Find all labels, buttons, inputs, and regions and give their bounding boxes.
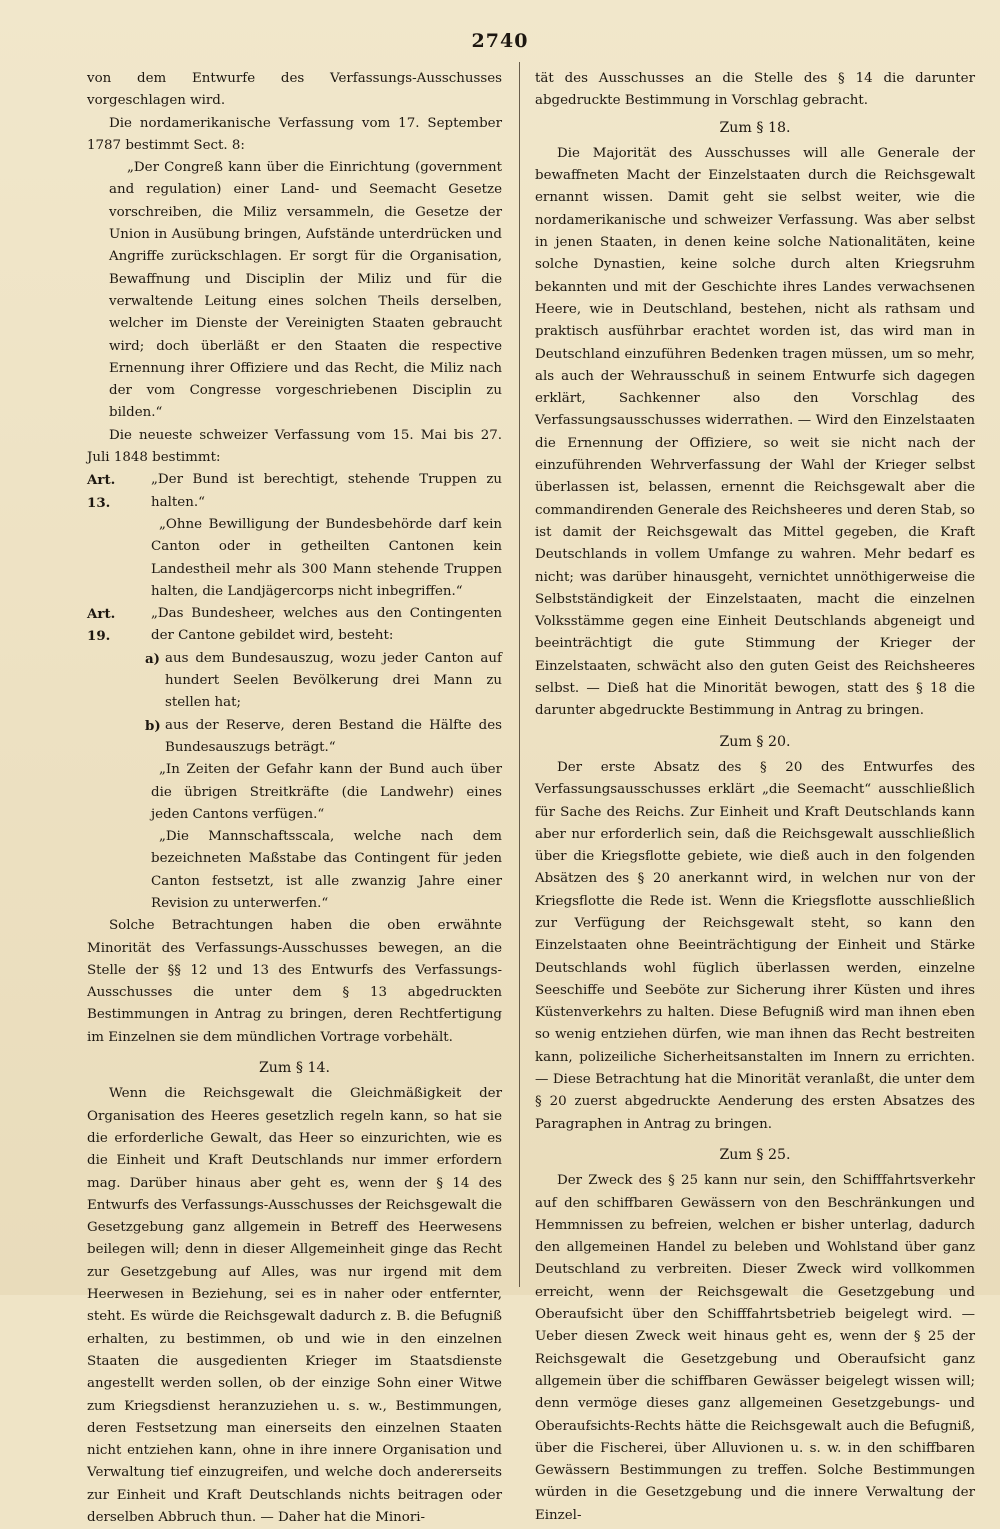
paragraph: Der Zweck des § 25 kann nur sein, den Schifffahrtsverkehr auf den schiffbaren Gewässern von den Beschränkungen und Hemmnissen zu befreien, welchen er bisher unterlag, dadurch den allgemeinen Handel zu beleben und Wohlstand über ganz Deutschland zu verbreiten. Dieser Zweck wird vollkommen erreicht, wenn der Reichsgewalt die Gesetzgebung und Oberaufsicht über den Schifffahrtsbetrieb beigelegt wird. — Ueber diesen Zweck weit hinaus geht es, wenn der § 25 der Reichsgewalt die Gesetzgebung und Oberaufsicht ganz allgemein über die schiffbaren Gewässer beigelegt wissen will; denn vermöge dieses ganz allgemeinen Gesetzgebungs- und Oberaufsichts-Rechts hätte die Reichsgewalt auch die Befugniß, über die Fischerei, über Alluvionen u. s. w. in den schiffbaren Gewässern Bestimmungen zu treffen. Solche Bestimmungen würden in die Gesetzgebung und die innere Verwaltung der Einzel- xyxy=(535,1173,975,1523)
paragraph: Die neueste schweizer Verfassung vom 15. Mai bis 27. Juli 1848 bestimmt: xyxy=(87,427,502,466)
article-label: Art. 13. xyxy=(87,472,116,511)
item-label: b) xyxy=(145,717,161,734)
paragraph: Der erste Absatz des § 20 des Entwurfes des Verfassungsausschusses erklärt „die Seemacht“ ausschließlich für Sache des Reichs. Zur Einheit und Kraft Deutschlands kann aber nur erforderlich sein, daß die Reichsgewalt ausschließlich über die Kriegsflotte gebiete, wie dieß auch in den folgenden Absätzen des § 20 anerkannt wird, in welchen nur von der Kriegsflotte die Rede ist. Wenn die Kriegsflotte ausschließlich zur Verfügung der Reichsgewalt steht, so kann den Einzelstaaten ohne Beeinträchtigung der Einheit und Stärke Deutschlands wohl füglich überlassen werden, einzelne Seeschiffe und Seeböte zur Sicherung ihrer Küsten und ihres Küstenverkehrs zu halten. Diese Befugniß wird man ihnen eben so wenig entziehen dürfen, wie man ihnen das Recht bestreiten kann, polizeiliche Sicherheitsanstalten im Innern zu errichten. — Diese Betrachtung hat die Minorität veranlaßt, die unter dem § 20 zuerst abgedruckte Aenderung des ersten Absatzes des Paragraphen in Antrag zu bringen. xyxy=(535,759,975,1132)
paragraph: Die nordamerikanische Verfassung vom 17. September 1787 bestimmt Sect. 8: xyxy=(87,115,502,153)
page-number: 2740 xyxy=(471,30,529,52)
paragraph: Solche Betrachtungen haben die oben erwähnte Minorität des Verfassungs-Ausschusses bewegen, an die Stelle der §§ 12 und 13 des Entwurfs des Verfassungs-Ausschusses die unter dem § 13 abgedruckten Bestimmungen in Antrag zu bringen, deren Rechtfertigung im Einzelnen sie dem mündlichen Vortrage vorbehält. xyxy=(87,918,502,1045)
item-label: a) xyxy=(145,650,161,667)
item-text: aus dem Bundesauszug, wozu jeder Canton auf hundert Seelen Bevölkerung drei Mann zu stellen hat; xyxy=(165,650,502,711)
section-heading: Zum § 25. xyxy=(719,1146,791,1163)
paragraph: Die Majorität des Ausschusses will alle Generale der bewaffneten Macht der Einzelstaaten durch die Reichsgewalt ernannt wissen. Damit geht sie selbst weiter, wie die nordamerikanische und schweizer Verfassung. Was aber selbst in jenen Staaten, in denen keine solche Nationalitäten, keine solche Dynastien, keine solche durch alten Kriegsruhm bekannten und mit der Geschichte ihres Landes verwachsenen Heere, wie in Deutschland, bestehen, nicht als rathsam und praktisch ausführbar erachtet worden ist, das wird man in Deutschland einzuführen Bedenken tragen müssen, um so mehr, als auch der Wehrausschuß in seinem Entwurfe sich dagegen erklärt, Sachkenner also den Vorschlag des Verfassungsausschusses widerrathen. — Wird den Einzelstaaten die Ernennung der Offiziere, so weit sie nicht nach der einzuführenden Wehrverfassung der Wahl der Krieger selbst überlassen ist, belassen, ernennt die Reichsgewalt aber die commandirenden Generale des Reichsheeres und deren Stab, so ist damit der Reichsgewalt das Mittel gegeben, die Kraft Deutschlands in vollem Umfange zu wahren. Mehr bedarf es nicht; was darüber hinausgeht, vernichtet unnöthigerweise die Selbstständigkeit der Einzelstaaten, macht die einzelnen Volksstämme gegen eine Einheit Deutschlands abgeneigt und beeinträchtigt die gute Stimmung der Krieger der Einzelstaaten, schwächt also den guten Geist des Reichsheeres selbst. — Dieß hat die Minorität bewogen, statt des § 18 die darunter abgedruckte Bestimmung in Antrag zu bringen. xyxy=(535,145,975,719)
article-text: „Das Bundesheer, welches aus den Contingenten der Cantone gebildet wird, besteht: xyxy=(151,606,502,644)
section-heading: Zum § 20. xyxy=(719,733,791,750)
right-column xyxy=(535,68,975,1523)
left-column xyxy=(87,68,502,1525)
section-heading: Zum § 14. xyxy=(258,1060,331,1077)
article-item-b xyxy=(87,715,502,760)
paragraph: tät des Ausschusses an die Stelle des § 14 die darunter abgedruckte Bestimmung in Vorschlag gebracht. xyxy=(535,71,975,109)
section-heading: Zum § 18. xyxy=(719,119,791,136)
article-continuation: „In Zeiten der Gefahr kann der Bund auch über die übrigen Streitkräfte (die Landwehr) eines jeden Cantons verfügen.“ xyxy=(151,762,502,822)
item-text: aus der Reserve, deren Bestand die Hälfte des Bundesauszugs beträgt.“ xyxy=(165,717,502,755)
article-13 xyxy=(87,469,502,514)
article-label: Art. 19. xyxy=(87,606,116,645)
article-19 xyxy=(87,603,502,648)
article-text: „Der Bund ist berechtigt, stehende Truppen zu halten.“ xyxy=(151,472,502,510)
column-divider xyxy=(519,62,520,1287)
article-continuation: „Die Mannschaftsscala, welche nach dem bezeichneten Maßstabe das Contingent für jeden Canton festsetzt, ist alle zwanzig Jahre einer Revision zu unterwerfen.“ xyxy=(151,829,502,911)
paragraph: von dem Entwurfe des Verfassungs-Ausschusses vorgeschlagen wird. xyxy=(87,71,502,109)
article-item-a xyxy=(87,648,502,715)
article-continuation: „Ohne Bewilligung der Bundesbehörde darf kein Canton oder in getheilten Cantonen kein Landestheil mehr als 300 Mann stehende Truppen halten, die Landjägercorps nicht inbegriffen.“ xyxy=(151,516,502,599)
paragraph: Wenn die Reichsgewalt die Gleichmäßigkeit der Organisation des Heeres gesetzlich regeln kann, so hat sie die erforderliche Gewalt, das Heer so einzurichten, wie es die Einheit und Kraft Deutschlands nur immer erfordern mag. Darüber hinaus aber geht es, wenn der § 14 des Entwurfs des Verfassungs-Ausschusses der Reichsgewalt die Gesetzgebung ganz allgemein in Betreff des Heerwesens beilegen will; denn in dieser Allgemeinheit ginge das Recht zur Gesetzgebung auf Alles, was nur irgend mit dem Heerwesen in Beziehung, sei es in naher oder entfernter, steht. Es würde die Reichsgewalt dadurch z. B. die Befugniß erhalten, zu bestimmen, ob und wie in den einzelnen Staaten die ausgedienten Krieger im Staatsdienste angestellt werden sollen, ob der einzige Sohn einer Witwe zum Kriegsdienst heranzuziehen u. s. w., Bestimmungen, deren Festsetzung man einerseits den einzelnen Staaten nicht entziehen kann, ohne in ihre innere Organisation und Verwaltung tief einzugreifen, und welche doch andererseits zur Einheit und Kraft Deutschlands nichts beitragen oder derselben Abbruch thun. — Daher hat die Minori- xyxy=(87,1086,502,1525)
quotation: „Der Congreß kann über die Einrichtung (government and regulation) einer Land- und Seemacht Gesetze vorschreiben, die Miliz versammeln, die Gesetze der Union in Ausübung bringen, Aufstände unterdrücken und Angriffe zurückschlagen. Er sorgt für die Organisation, Bewaffnung und Disciplin der Miliz und für die verwaltende Leitung eines solchen Theils derselben, welcher im Dienste der Vereinigten Staaten gebraucht wird; doch überläßt er den Staaten die respective Ernennung ihrer Offiziere und das Recht, die Miliz nach der vom Congresse vorgeschriebenen Disciplin zu bilden.“ xyxy=(109,160,502,421)
